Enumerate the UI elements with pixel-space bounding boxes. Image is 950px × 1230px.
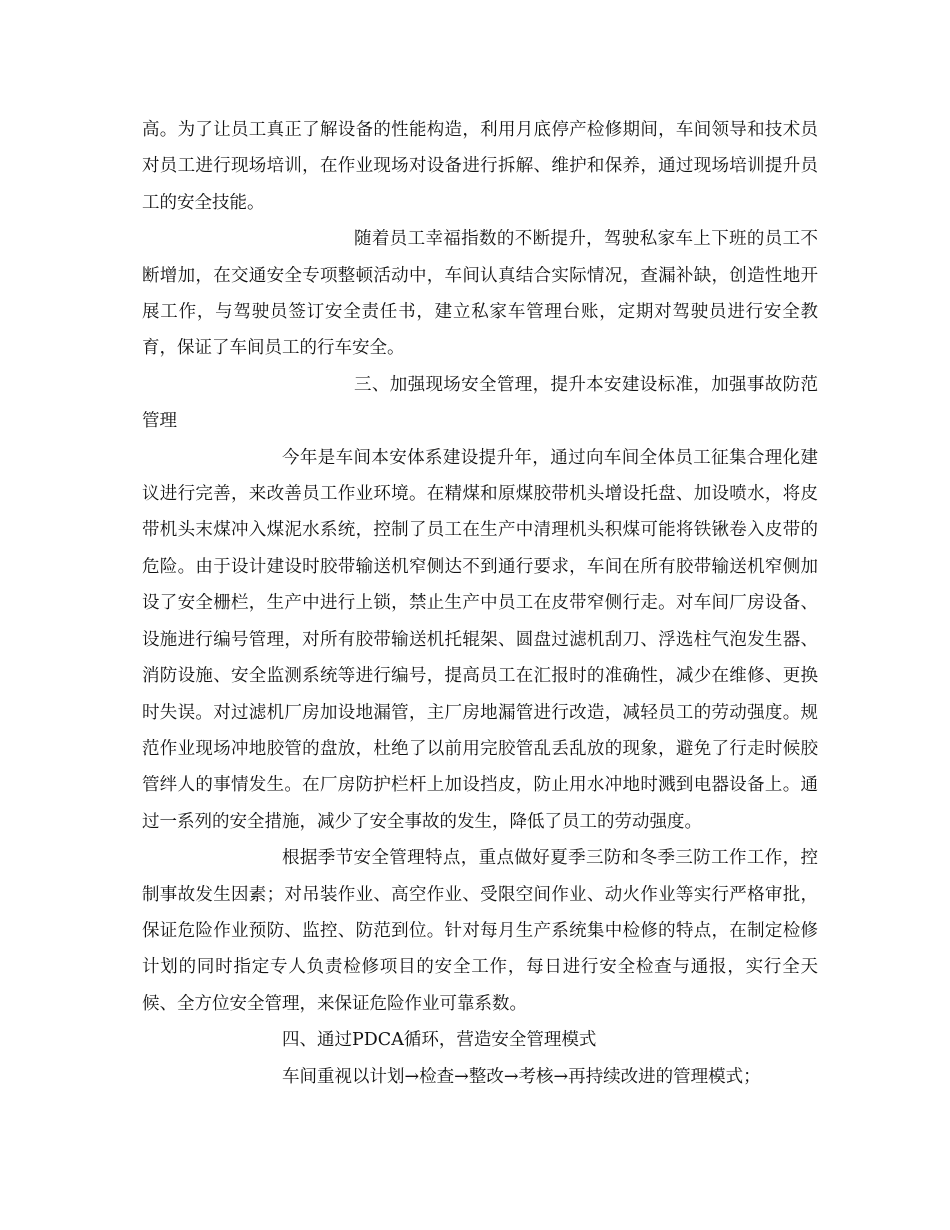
section-heading-4: 四、通过PDCA循环，营造安全管理模式 [282, 1030, 597, 1051]
paragraph-private-car-safety: 随着员工幸福指数的不断提升，驾驶私家车上下班的员工不断增加，在交通安全专项整顿活动中，车间认真结合实际情况，查漏补缺，创造性地开展工作，与驾驶员签订安全责任书，建立私家车管理台账，定期对驾驶员进行安全教育，保证了车间员工的行车安全。 [142, 229, 818, 359]
paragraph-site-safety-measures: 今年是车间本安体系建设提升年，通过向车间全体员工征集合理化建议进行完善，来改善员工作业环境。在精煤和原煤胶带机头增设托盘、加设喷水，将皮带机头末煤冲入煤泥水系统，控制了员工在生产中清理机头积煤可能将铁锹卷入皮带的危险。由于设计建设时胶带输送机窄侧达不到通行要求，车间在所有胶带输送机窄侧加设了安全栅栏，生产中进行上锁，禁止生产中员工在皮带窄侧行走。对车间厂房设备、设施进行编号管理，对所有胶带输送机托辊架、圆盘过滤机刮刀、浮选柱气泡发生器、消防设施、安全监测系统等进行编号，提高员工在汇报时的准确性，减少在维修、更换时失误。对过滤机厂房加设地漏管，主厂房地漏管进行改造，减轻员工的劳动强度。规范作业现场冲地胶管的盘放，杜绝了以前用完胶管乱丢乱放的现象，避免了行走时候胶管绊人的事情发生。在厂房防护栏杆上加设挡皮，防止用水冲地时溅到电器设备上。通过一系列的安全措施，减少了安全事故的发生，降低了员工的劳动强度。 [142, 447, 818, 832]
document-body [142, 112, 818, 1095]
paragraph-training-continued: 高。为了让员工真正了解设备的性能构造，利用月底停产检修期间，车间领导和技术员对员工进行现场培训，在作业现场对设备进行拆解、维护和保养，通过现场培训提升员工的安全技能。 [142, 120, 818, 213]
section-heading-3: 三、加强现场安全管理，提升本安建设标准，加强事故防范管理 [142, 374, 818, 432]
paragraph-pdca-intro: 车间重视以计划→检查→整改→考核→再持续改进的管理模式； [282, 1066, 761, 1087]
paragraph-seasonal-safety: 根据季节安全管理特点，重点做好夏季三防和冬季三防工作工作，控制事故发生因素；对吊装作业、高空作业、受限空间作业、动火作业等实行严格审批，保证危险作业预防、监控、防范到位。针对每月生产系统集中检修的特点，在制定检修计划的同时指定专人负责检修项目的安全工作，每日进行安全检查与通报，实行全天候、全方位安全管理，来保证危险作业可靠系数。 [142, 848, 818, 1014]
